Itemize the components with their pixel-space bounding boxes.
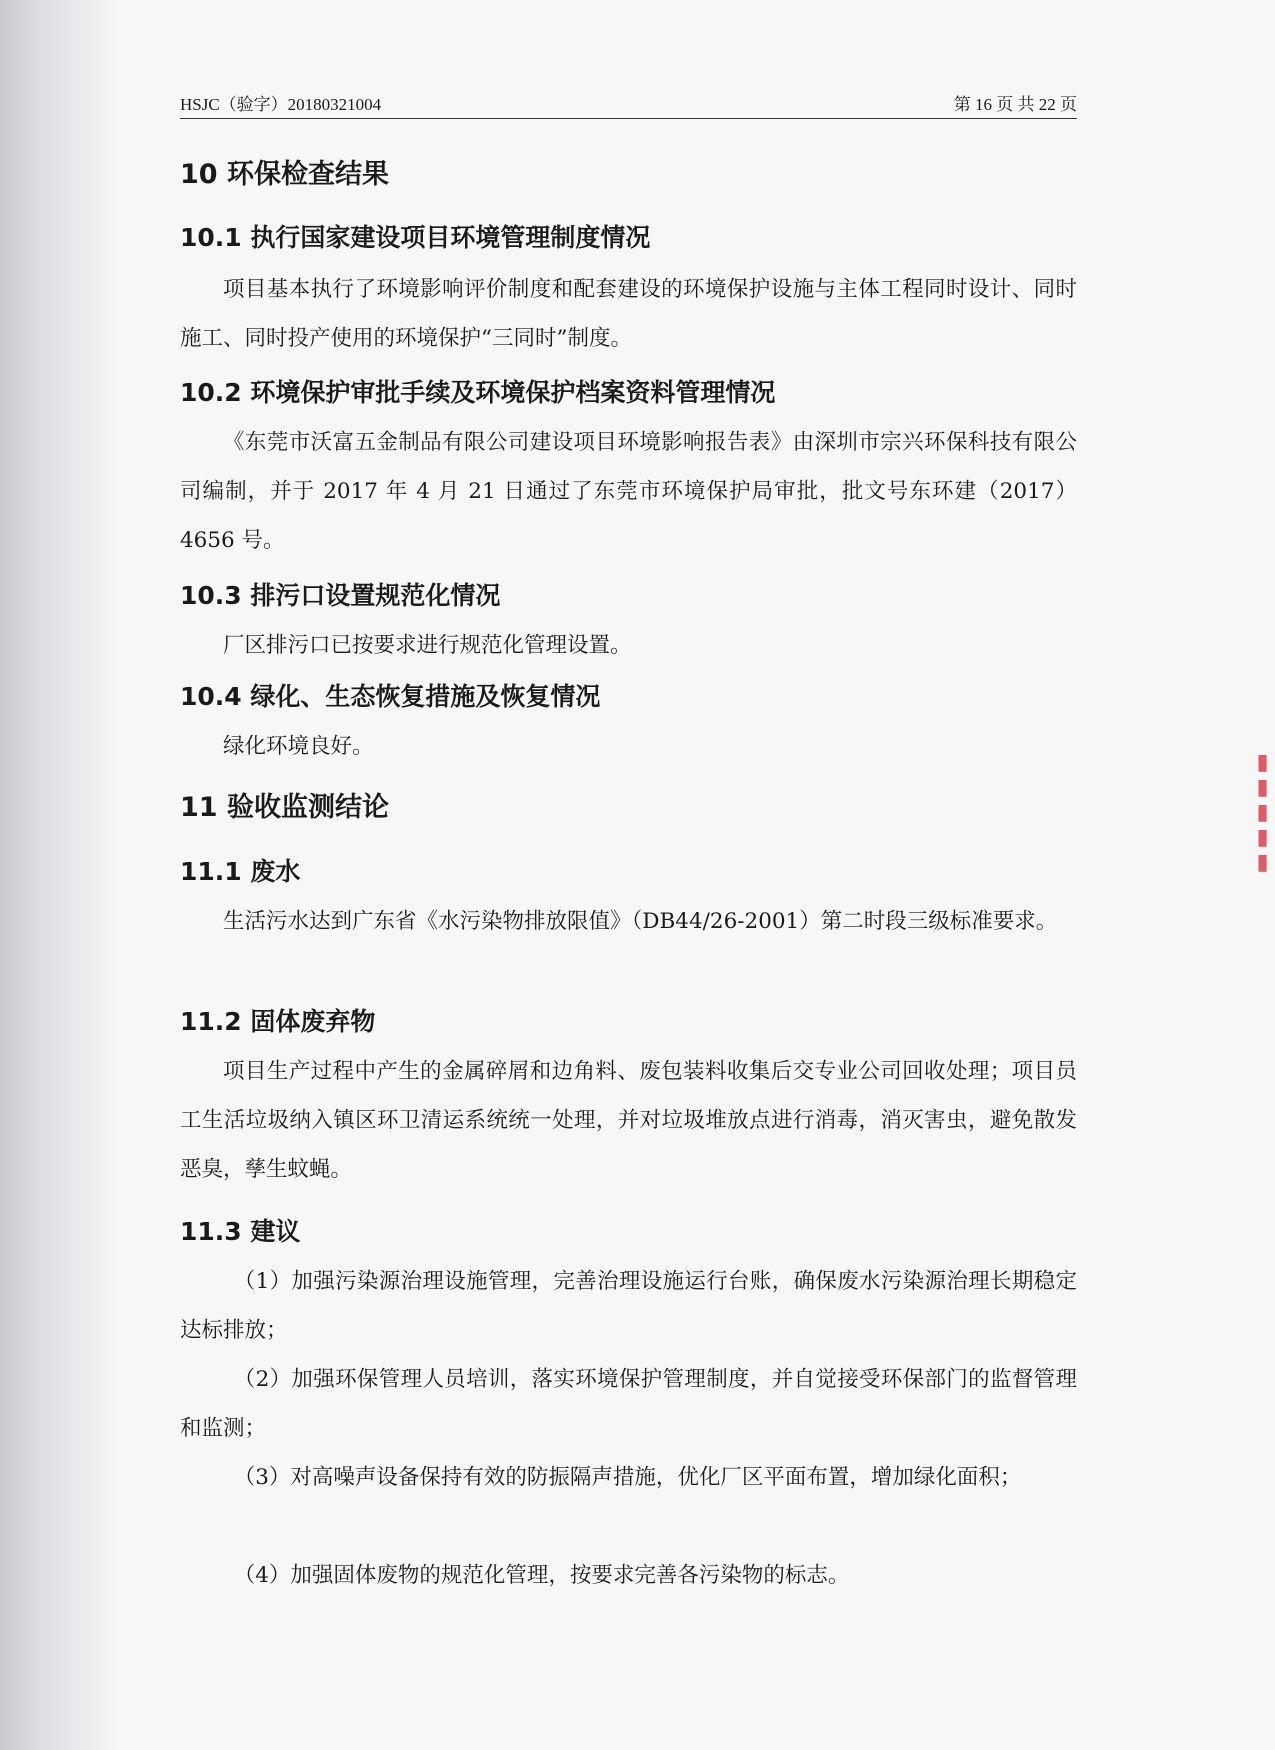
page-info: 第 16 页 共 22 页	[953, 95, 1077, 114]
section-11-3-heading: 11.3 建议	[180, 1217, 301, 1246]
section-11-1-heading: 11.1 废水	[180, 857, 301, 886]
recommendation-item-1: （1）加强污染源治理设施管理，完善治理设施运行台账，确保废水污染源治理长期稳定达标排放；	[180, 1269, 1077, 1343]
seal-stamp-edge: ▮▮▮▮▮	[1250, 750, 1275, 875]
doc-number: HSJC（验字）20180321004	[180, 95, 382, 114]
section-10-heading: 10 环保检查结果	[180, 159, 389, 190]
section-10-1-body: 项目基本执行了环境影响评价制度和配套建设的环境保护设施与主体工程同时设计、同时施工、同时投产使用的环境保护“三同时”制度。	[180, 277, 1077, 351]
section-10-2-body: 《东莞市沃富五金制品有限公司建设项目环境影响报告表》由深圳市宗兴环保科技有限公司编制，并于 2017 年 4 月 21 日通过了东莞市环境保护局审批，批文号东环建（2017）4656 号。	[180, 430, 1077, 553]
binding-shadow	[0, 0, 120, 1750]
recommendation-item-3: （3）对高噪声设备保持有效的防振隔声措施，优化厂区平面布置，增加绿化面积；	[233, 1465, 1022, 1490]
section-11-heading: 11 验收监测结论	[180, 792, 389, 823]
section-10-3-body: 厂区排污口已按要求进行规范化管理设置。	[223, 633, 632, 658]
recommendation-item-2: （2）加强环保管理人员培训，落实环境保护管理制度，并自觉接受环保部门的监督管理和监测；	[180, 1367, 1077, 1441]
section-11-1-body: 生活污水达到广东省《水污染物排放限值》（DB44/26-2001）第二时段三级标准要求。	[223, 909, 1058, 934]
section-10-4-body: 绿化环境良好。	[223, 734, 374, 759]
recommendation-item-4: （4）加强固体废物的规范化管理，按要求完善各污染物的标志。	[233, 1563, 850, 1588]
section-11-2-heading: 11.2 固体废弃物	[180, 1007, 376, 1036]
section-11-2-body: 项目生产过程中产生的金属碎屑和边角料、废包装料收集后交专业公司回收处理；项目员工生活垃圾纳入镇区环卫清运系统统一处理，并对垃圾堆放点进行消毒，消灭害虫，避免散发恶臭，孳生蚊蝇。	[180, 1059, 1077, 1182]
section-10-3-heading: 10.3 排污口设置规范化情况	[180, 581, 501, 610]
section-10-4-heading: 10.4 绿化、生态恢复措施及恢复情况	[180, 682, 601, 711]
document-page	[180, 90, 1077, 1588]
section-10-2-heading: 10.2 环境保护审批手续及环境保护档案资料管理情况	[180, 378, 776, 407]
section-10-1-heading: 10.1 执行国家建设项目环境管理制度情况	[180, 223, 651, 252]
page-header	[180, 90, 1077, 119]
